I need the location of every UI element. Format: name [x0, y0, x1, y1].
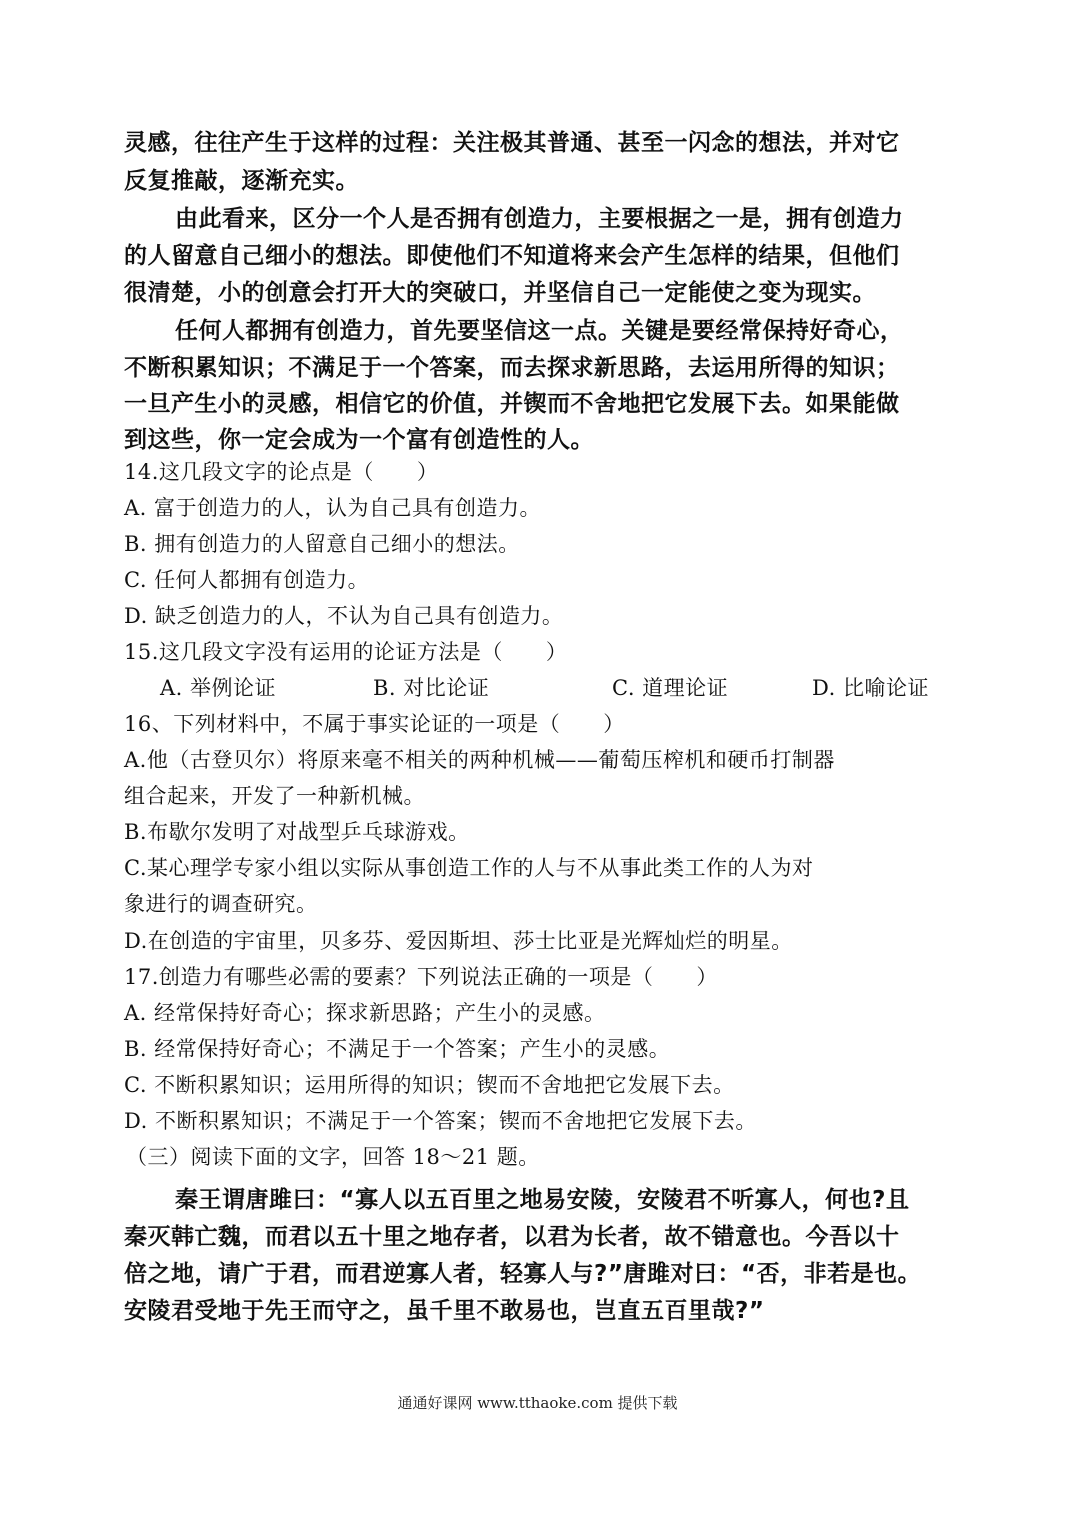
- question-16-option: 组合起来，开发了一种新机械。: [124, 784, 425, 808]
- question-15-option: C. 道理论证: [612, 676, 729, 700]
- page-footer: 通通好课网 www.tthaoke.com 提供下载: [397, 1394, 678, 1412]
- question-16-option: A.他（古登贝尔）将原来毫不相关的两种机械——葡萄压榨机和硬币打制器: [124, 748, 835, 772]
- question-16-option: B.布歇尔发明了对战型乒乓球游戏。: [124, 820, 470, 844]
- passage-line: 不断积累知识；不满足于一个答案，而去探求新思路，去运用所得的知识；: [124, 355, 900, 381]
- question-14-option: D. 缺乏创造力的人，不认为自己具有创造力。: [124, 604, 564, 628]
- question-16-option: D.在创造的宇宙里，贝多芬、爱因斯坦、莎士比亚是光辉灿烂的明星。: [124, 929, 793, 953]
- question-15-option: D. 比喻论证: [812, 676, 929, 700]
- passage-line: 很清楚，小的创意会打开大的突破口，并坚信自己一定能使之变为现实。: [124, 280, 876, 306]
- question-15-option: A. 举例论证: [160, 676, 277, 700]
- question-16-option: 象进行的调查研究。: [124, 892, 318, 916]
- question-15-option: B. 对比论证: [373, 676, 490, 700]
- classical-passage-line: 秦灭韩亡魏，而君以五十里之地存者，以君为长者，故不错意也。今吾以十: [124, 1224, 900, 1250]
- question-14-option: C. 任何人都拥有创造力。: [124, 568, 370, 592]
- section-heading: （三）阅读下面的文字，回答 18～21 题。: [126, 1145, 540, 1169]
- classical-passage-line: 倍之地，请广于君，而君逆寡人者，轻寡人与?”唐雎对曰：“否，非若是也。: [124, 1261, 922, 1287]
- passage-line: 灵感，往往产生于这样的过程：关注极其普通、甚至一闪念的想法，并对它: [124, 130, 900, 156]
- question-16-option: C.某心理学专家小组以实际从事创造工作的人与不从事此类工作的人为对: [124, 856, 814, 880]
- question-17-option: D. 不断积累知识；不满足于一个答案；锲而不舍地把它发展下去。: [124, 1109, 757, 1133]
- question-17-option: C. 不断积累知识；运用所得的知识；锲而不舍地把它发展下去。: [124, 1073, 735, 1097]
- passage-line: 到这些，你一定会成为一个富有创造性的人。: [124, 427, 594, 453]
- passage-line: 的人留意自己细小的想法。即使他们不知道将来会产生怎样的结果，但他们: [124, 243, 900, 269]
- question-15-stem: 15.这几段文字没有运用的论证方法是（ ）: [124, 640, 568, 664]
- classical-passage-line: 秦王谓唐雎曰：“寡人以五百里之地易安陵，安陵君不听寡人，何也?且: [175, 1187, 910, 1213]
- question-17-option: B. 经常保持好奇心；不满足于一个答案；产生小的灵感。: [124, 1037, 671, 1061]
- question-14-option: A. 富于创造力的人，认为自己具有创造力。: [124, 496, 542, 520]
- passage-line: 由此看来，区分一个人是否拥有创造力，主要根据之一是，拥有创造力: [175, 206, 904, 232]
- passage-line: 任何人都拥有创造力，首先要坚信这一点。关键是要经常保持好奇心，: [175, 318, 904, 344]
- question-14-stem: 14.这几段文字的论点是（ ）: [124, 460, 439, 484]
- question-14-option: B. 拥有创造力的人留意自己细小的想法。: [124, 532, 520, 556]
- classical-passage-line: 安陵君受地于先王而守之，虽千里不敢易也，岂直五百里哉?”: [124, 1298, 765, 1324]
- question-16-stem: 16、下列材料中，不属于事实论证的一项是（ ）: [124, 712, 625, 736]
- passage-line: 反复推敲，逐渐充实。: [124, 168, 359, 194]
- question-17-option: A. 经常保持好奇心；探求新思路；产生小的灵感。: [124, 1001, 606, 1025]
- passage-line: 一旦产生小的灵感，相信它的价值，并锲而不舍地把它发展下去。如果能做: [124, 391, 900, 417]
- question-17-stem: 17.创造力有哪些必需的要素？下列说法正确的一项是（ ）: [124, 965, 718, 989]
